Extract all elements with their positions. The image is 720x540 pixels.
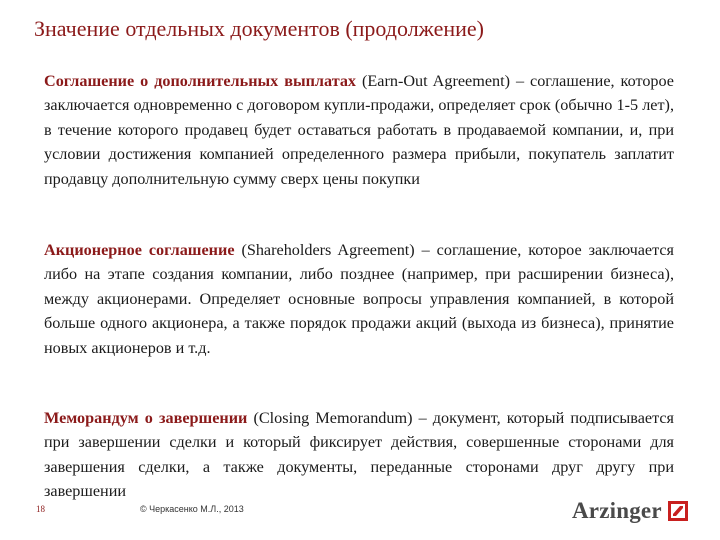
logo-text: Arzinger	[572, 498, 662, 523]
page-number: 18	[36, 504, 45, 514]
term-earn-out: Соглашение о дополнительных выплатах	[44, 72, 357, 90]
page-title: Значение отдельных документов (продолжение)	[34, 16, 484, 41]
paragraph-shareholders	[44, 238, 674, 360]
term-closing-memorandum: Меморандум о завершении	[44, 409, 248, 427]
term-shareholders: Акционерное соглашение	[44, 241, 235, 259]
definition-earn-out: (Earn-Out Agreement) – соглашение, которое заключается одновременно с договором купли-продажи, определяет срок (обычно 1-5 лет), в течение которого продавец будет оставаться работать в продаваемой компании, и, при условии достижения компанией определенного размера прибыли, покупатель заплатит продавцу дополнительную сумму сверх цены покупки	[44, 72, 674, 188]
copyright-notice: © Черкасенко М.Л., 2013	[140, 504, 244, 514]
arzinger-logo	[572, 496, 688, 526]
logo-mark-icon	[668, 501, 688, 521]
definition-closing-memorandum: (Closing Memorandum) – документ, который подписывается при завершении сделки и который фиксирует действия, совершенные сторонами для завершения сделки, а также документы, переданные сторонами друг другу при завершении	[44, 409, 674, 501]
paragraph-closing-memorandum	[44, 406, 674, 504]
definition-shareholders: (Shareholders Agreement) – соглашение, которое заключается либо на этапе создания компании, либо позднее (например, при расширении бизнеса), между акционерами. Определяет основные вопросы управления компанией, в которой больше одного акционера, а также порядок продажи акций (выхода из бизнеса), принятие новых акционеров и т.д.	[44, 241, 674, 357]
paragraph-earn-out	[44, 69, 674, 191]
